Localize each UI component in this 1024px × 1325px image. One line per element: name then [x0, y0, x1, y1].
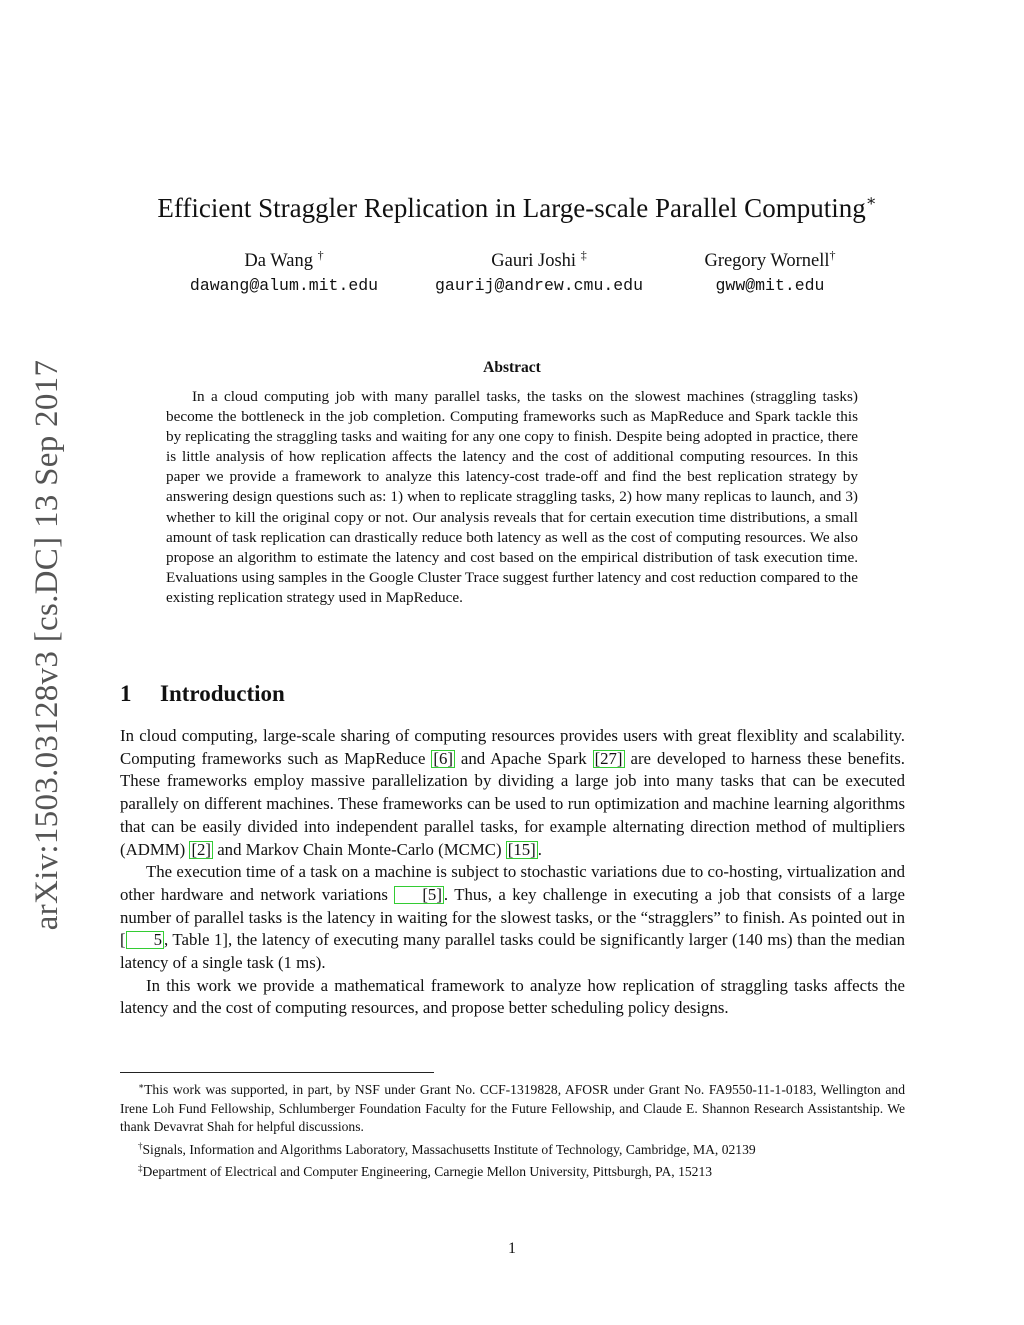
abstract-heading: Abstract	[483, 359, 541, 376]
section-title: Introduction	[160, 681, 285, 706]
author-block	[414, 243, 664, 299]
footnote-divider	[120, 1072, 434, 1073]
footnote	[120, 1159, 905, 1182]
author-name-text: Gauri Joshi	[491, 251, 577, 271]
author-affiliation-mark: †	[829, 248, 836, 262]
author-name-text: Da Wang	[244, 251, 313, 271]
footnote-mark: †	[138, 1140, 143, 1151]
author-name	[676, 243, 864, 273]
footnote	[120, 1077, 905, 1137]
paragraph	[120, 725, 905, 861]
title-footnote-mark: ∗	[865, 193, 877, 210]
author-name-text: Gregory Wornell	[704, 251, 830, 271]
arxiv-identifier-stamp: arXiv:1503.03128v3 [cs.DC] 13 Sep 2017	[29, 359, 65, 931]
author-email: dawang@alum.mit.edu	[189, 276, 379, 295]
citation-link[interactable]: [5]	[394, 886, 444, 904]
footnote-text: This work was supported, in part, by NSF under Grant No. CCF-1319828, AFOSR under Grant No. FA9550-11-1-0183, Wellington and Irene Loh Fund Fellowship, Schlumberger Foundation Faculty for the Future Fellowship, and Claude E. Shannon Research Assistantship. We thank Devavrat Shah for helpful discussions.	[120, 1082, 905, 1135]
page-number: 1	[508, 1240, 516, 1257]
paragraph-text: , Table 1], the latency of executing many parallel tasks could be significantly larger (140 ms) than the median latency of a single task (1 ms).	[120, 930, 905, 973]
paragraph-text: and Apache Spark	[454, 748, 593, 768]
paragraph-text: and Markov Chain Monte-Carlo (MCMC)	[213, 839, 506, 859]
paper-title-text: Efficient Straggler Replication in Large-scale Parallel Computing	[157, 193, 866, 223]
citation-link[interactable]: [2]	[191, 839, 212, 859]
citation-link[interactable]: [15]	[507, 839, 536, 859]
footnote-text: Signals, Information and Algorithms Laboratory, Massachusetts Institute of Technology, Cambridge, MA, 02139	[142, 1141, 756, 1157]
paper-title	[100, 184, 934, 226]
footnotes	[120, 1077, 905, 1182]
author-affiliation-mark: ‡	[580, 248, 587, 262]
footnote-text: Department of Electrical and Computer Engineering, Carnegie Mellon University, Pittsburgh, PA, 15213	[142, 1164, 713, 1180]
paragraph-text: The execution time of a task on a machine is subject to stochastic variations due to co-hosting, virtualization and other hardware and network variations	[120, 862, 905, 904]
author-affiliation-mark: †	[317, 248, 324, 262]
section-number: 1	[120, 681, 132, 706]
author-email: gaurij@andrew.cmu.edu	[435, 276, 643, 295]
author-email: gww@mit.edu	[715, 276, 825, 295]
footnote	[120, 1137, 905, 1160]
paragraph	[120, 861, 905, 975]
author-name	[414, 243, 664, 273]
introduction-body	[120, 725, 905, 1020]
abstract-text: In a cloud computing job with many parallel tasks, the tasks on the slowest machines (straggling tasks) become the bottleneck in the job completion. Computing frameworks such as MapReduce and Spark tackle this by replicating the straggling tasks and waiting for any one copy to finish. Despite being adopted in practice, there is little analysis of how replication affects the latency and the cost of additional computing resources. In this paper we provide a framework to analyze this latency-cost trade-off and find the best replication strategy by answering design questions such as: 1) when to replicate straggling tasks, 2) how many replicas to launch, and 3) whether to kill the original copy or not. Our analysis reveals that for certain execution time distributions, a small amount of task replication can drastically reduce both latency as well as the cost of computing resources. We also propose an algorithm to estimate the latency and cost based on the empirical distribution of task execution time. Evaluations using samples in the Google Cluster Trace suggest further latency and cost reduction compared to the existing replication strategy used in MapReduce.	[166, 388, 858, 606]
author-block	[676, 243, 864, 299]
paragraph-text: .	[537, 839, 542, 859]
citation-link[interactable]: [6]	[433, 748, 453, 768]
citation-link[interactable]: 5	[126, 931, 164, 949]
footnote-mark: ∗	[138, 1081, 145, 1091]
paragraph-text: In cloud computing, large-scale sharing of computing resources provides users with great flexiblity and scalability. Computing frameworks such as MapReduce	[120, 726, 905, 768]
section-heading	[120, 678, 520, 710]
footnote-mark: ‡	[138, 1163, 143, 1174]
author-name	[168, 243, 400, 273]
paragraph: In this work we provide a mathematical framework to analyze how replication of straggling tasks affects the latency and the cost of computing resources, and propose better scheduling policy designs.	[120, 975, 905, 1018]
paragraph-text: are developed to harness these benefits. These frameworks employ massive parallelization by dividing a large job into many tasks that can be executed parallely on different machines. These frameworks can be used to run optimization and machine learning algorithms that can be easily divided into independent parallel tasks, for example alternating direction method of multipliers (ADMM)	[120, 748, 906, 859]
citation-link[interactable]: [27]	[594, 748, 623, 768]
paragraph-text: . Thus, a key challenge in executing a job that consists of a large number of parallel tasks is the latency in waiting for the slowest tasks, or the “stragglers” to finish. As pointed out in [	[120, 884, 905, 950]
author-block	[168, 243, 400, 299]
